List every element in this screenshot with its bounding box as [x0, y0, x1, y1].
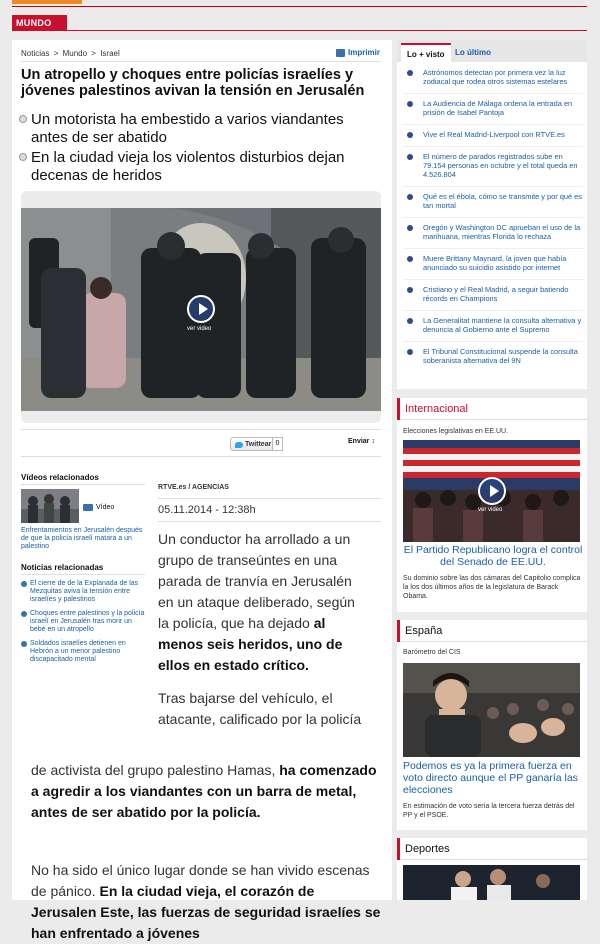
internacional-headline[interactable]: El Partido Republicano logra el control del Senado de EE.UU. — [403, 544, 583, 568]
body-bold: ellos en estado crítico. — [158, 657, 309, 673]
news-item[interactable] — [403, 152, 583, 187]
news-item[interactable] — [403, 192, 583, 218]
article-paragraph-2 — [31, 760, 381, 823]
internacional-header[interactable] — [397, 398, 587, 420]
espana-subtitle: Barómetro del CIS — [403, 649, 461, 656]
chevron-updown-icon: ↕ — [371, 438, 375, 445]
espana-image[interactable] — [403, 663, 580, 757]
body-line: Tras bajarse del vehículo, el — [158, 690, 333, 706]
related-news-item[interactable] — [21, 610, 145, 634]
summary-text: En la ciudad vieja los violentos disturbios dejan decenas de heridos — [31, 149, 345, 184]
twitter-label: Twittear — [245, 441, 272, 448]
tab-lo-mas-visto[interactable]: Lo + visto — [401, 43, 451, 62]
divider — [21, 429, 381, 430]
news-link[interactable]: Oregón y Washington DC aprueban el uso de la marihuana, mientras Florida lo rechaza — [423, 223, 581, 241]
most-viewed-panel — [397, 40, 587, 389]
publish-date: 05.11.2014 - 12:38h — [158, 504, 256, 516]
bullet-icon — [407, 70, 413, 76]
deportes-photo — [403, 865, 580, 900]
related-news-item[interactable] — [21, 640, 145, 664]
bullet-icon — [21, 611, 27, 617]
news-item[interactable] — [403, 99, 583, 125]
tab-bar — [397, 40, 587, 62]
related-video-item[interactable] — [21, 489, 145, 525]
body-line — [158, 655, 380, 676]
print-label: Imprimir — [347, 48, 380, 57]
divider — [21, 456, 381, 457]
bullet-icon — [407, 132, 413, 138]
video-tag — [83, 504, 114, 511]
news-item[interactable] — [403, 285, 583, 311]
deportes-title: Deportes — [405, 843, 450, 855]
news-item[interactable] — [403, 130, 583, 147]
body-line: atacante, calificado por la policía — [158, 711, 362, 727]
deportes-image[interactable] — [403, 865, 580, 900]
article-headline: Un atropello y choques entre policías israelíes y jóvenes palestinos avivan la tensión en Jerusalén — [21, 67, 365, 99]
news-link[interactable]: Cristiano y el Real Madrid, a seguir batiendo récords en Champions — [423, 285, 569, 303]
section-marker — [397, 398, 400, 420]
bullet-icon — [407, 194, 413, 200]
bullet-dot-icon — [19, 153, 27, 161]
bullet-dot-icon — [19, 115, 27, 123]
body-bold: al — [313, 615, 326, 631]
bullet-icon — [21, 581, 27, 587]
print-button[interactable] — [336, 48, 380, 57]
divider — [21, 61, 381, 62]
related-video-caption[interactable]: Enfrentamientos en Jerusalén después de que la policía israelí matara a un palestino — [21, 527, 143, 550]
video-label: ver video — [478, 507, 503, 513]
twitter-share-button[interactable] — [230, 437, 277, 451]
body-text: No ha sido el único lugar donde se han vivido escenas de pánico. — [31, 862, 370, 899]
deportes-header[interactable] — [397, 838, 587, 860]
news-link[interactable]: Muere Brittany Maynard, la joven que había anunciado su suicidio asistido por internet — [423, 254, 567, 272]
internacional-panel — [397, 398, 587, 612]
body-line: parada de tranvía en Jerusalén — [158, 573, 352, 589]
deportes-panel — [397, 838, 587, 900]
news-link[interactable]: El Tribunal Constitucional suspende la consulta soberanista alternativa del 9N — [423, 347, 578, 365]
related-videos-title: Vídeos relacionados — [21, 473, 145, 485]
breadcrumb — [21, 49, 120, 58]
internacional-subtitle: Elecciones legislativas en EE.UU. — [403, 428, 509, 435]
related-news-link[interactable]: El cierre de de la Explanada de las Mezquitas aviva la tensión entre israelíes y palestinos — [30, 580, 139, 603]
breadcrumb-noticias[interactable]: Noticias — [21, 49, 50, 58]
breadcrumb-mundo[interactable]: Mundo — [62, 49, 88, 58]
printer-icon — [336, 49, 345, 57]
news-link[interactable]: Astrónomos detectan por primera vez la luz zodiacal que rodea otros sistemas estelares — [423, 68, 568, 86]
body-line — [158, 634, 380, 655]
news-item[interactable] — [403, 223, 583, 249]
news-item[interactable] — [403, 68, 583, 94]
thumbnail-image — [21, 489, 79, 523]
news-item[interactable] — [403, 316, 583, 342]
paragraph-gap — [158, 676, 380, 688]
top-bar — [0, 0, 600, 12]
news-link[interactable]: El número de parados registrados sube en 79.154 personas en octubre y el total queda en 4.526.804 — [423, 152, 578, 179]
bullet-icon — [407, 225, 413, 231]
related-news-item[interactable] — [21, 580, 145, 604]
news-link[interactable]: La Generalitat mantiene la consulta alternativa y denuncia al Gobierno ante el Supremo — [423, 316, 582, 334]
body-bold: menos seis heridos, uno de — [158, 636, 343, 652]
espana-panel — [397, 620, 587, 830]
espana-title: España — [405, 625, 443, 637]
twitter-icon — [235, 442, 243, 448]
related-news-link[interactable]: Soldados israelíes detienen en Hebrón a un menor palestino discapacitado mental — [30, 640, 126, 663]
espana-photo — [403, 663, 580, 757]
video-label: ver video — [187, 326, 212, 332]
bullet-icon — [21, 641, 27, 647]
bullet-icon — [407, 256, 413, 262]
body-line — [158, 613, 380, 634]
body-bold: En la ciudad vieja, el corazón de Jerusalen Este, las fuerzas de seguridad israelíes se han enfrentado a jóvenes — [31, 883, 381, 941]
news-list — [403, 68, 583, 377]
byline: RTVE.es / AGENCIAS — [158, 484, 229, 491]
section-marker — [397, 838, 400, 860]
body-text: de activista del grupo palestino Hamas, — [31, 762, 280, 778]
article-paragraph-3 — [31, 860, 381, 944]
news-link[interactable]: Qué es el ébola, cómo se transmite y por qué es tan mortal — [423, 192, 582, 210]
body-bold: ha comenzado a agredir a los viandantes con un barra de metal, antes de ser abatido por la policía. — [31, 762, 377, 820]
section-rule — [67, 30, 587, 31]
body-line: en un ataque deliberado, según — [158, 594, 355, 610]
related-news-link[interactable]: Choques entre palestinos y la policía israelí en Jerusalén tras morir un bebé en un atropello — [30, 610, 145, 633]
section-tab-mundo[interactable]: MUNDO — [12, 15, 67, 31]
internacional-title: Internacional — [405, 403, 468, 415]
summary-bullet — [19, 149, 381, 185]
article-paragraph-1 — [158, 529, 380, 730]
news-link[interactable]: Vive el Real Madrid-Liverpool con RTVE.es — [423, 130, 565, 139]
breadcrumb-separator: > — [53, 49, 59, 58]
espana-headline[interactable]: Podemos es ya la primera fuerza en voto directo aunque el PP ganaría las elecciones — [403, 760, 578, 796]
summary-text: Un motorista ha embestido a varios viandantes antes de ser abatido — [31, 111, 344, 146]
divider — [158, 521, 381, 522]
play-icon[interactable] — [478, 477, 506, 505]
espana-description: En estimación de voto sería la tercera fuerza detrás del PP y el PSOE. — [403, 803, 575, 819]
bullet-icon — [407, 349, 413, 355]
breadcrumb-israel[interactable]: Israel — [100, 49, 120, 58]
news-link[interactable]: La Audiencia de Málaga ordena la entrada en prisión de Isabel Pantoja — [423, 99, 573, 117]
top-rule — [12, 6, 587, 7]
brand-strip — [12, 0, 82, 4]
article-summary — [19, 111, 381, 187]
twitter-count: 0 — [272, 437, 283, 451]
body-text: la policía, que ha dejado — [158, 615, 314, 631]
bullet-icon — [407, 101, 413, 107]
video-tag-label: Vídeo — [96, 504, 115, 511]
section-marker — [397, 620, 400, 642]
internacional-description: Su dominio sobre las dos cámaras del Capitolio complica la los dos últimos años de la legislatura de Barack Obama. — [403, 575, 581, 600]
news-item[interactable] — [403, 254, 583, 280]
divider — [158, 498, 381, 499]
related-news-title: Noticias relacionadas — [21, 563, 145, 575]
body-line: grupo de transeúntes en una — [158, 552, 338, 568]
espana-header[interactable] — [397, 620, 587, 642]
bullet-icon — [407, 318, 413, 324]
internacional-video[interactable] — [403, 440, 580, 542]
related-video-thumbnail[interactable] — [21, 489, 79, 523]
send-label: Enviar — [348, 438, 370, 445]
article-panel — [12, 40, 392, 941]
article-video[interactable] — [21, 208, 381, 411]
body-line: Un conductor ha arrollado a un — [158, 531, 351, 547]
summary-bullet — [19, 111, 381, 147]
news-item[interactable] — [403, 347, 583, 372]
send-button[interactable] — [348, 438, 375, 445]
breadcrumb-separator: > — [91, 49, 96, 58]
bullet-icon — [407, 154, 413, 160]
play-icon[interactable] — [187, 295, 215, 323]
video-camera-icon — [83, 504, 93, 511]
tab-lo-ultimo[interactable]: Lo último — [455, 48, 491, 57]
bullet-icon — [407, 287, 413, 293]
related-column — [21, 473, 145, 670]
